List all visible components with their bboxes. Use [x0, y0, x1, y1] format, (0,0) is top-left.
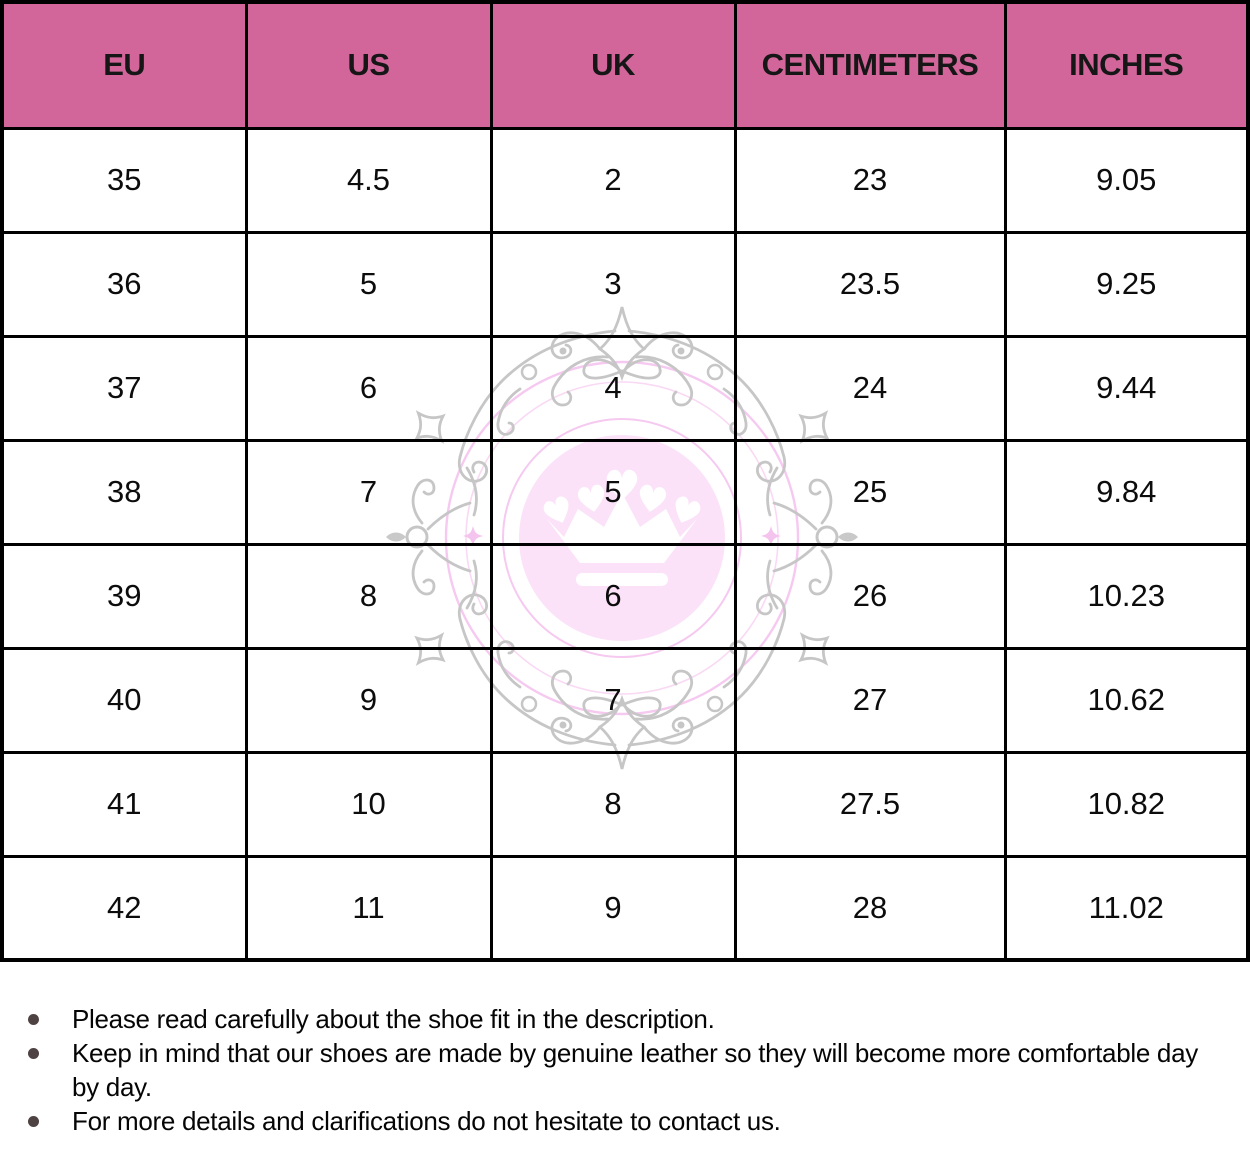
size-cell: 10 — [246, 752, 491, 856]
size-cell: 10.62 — [1005, 648, 1248, 752]
size-cell: 3 — [491, 232, 735, 336]
size-cell: 11 — [246, 856, 491, 960]
column-header-inches: INCHES — [1005, 2, 1248, 128]
size-cell: 5 — [246, 232, 491, 336]
size-cell: 37 — [2, 336, 246, 440]
column-header-centimeters: CENTIMETERS — [735, 2, 1005, 128]
table-header-row — [2, 2, 1248, 128]
table-row — [2, 544, 1248, 648]
size-cell: 42 — [2, 856, 246, 960]
note-item: For more details and clarifications do not hesitate to contact us. — [0, 1104, 1250, 1138]
size-cell: 36 — [2, 232, 246, 336]
size-cell: 38 — [2, 440, 246, 544]
table-row — [2, 856, 1248, 960]
table-row — [2, 440, 1248, 544]
size-cell: 23 — [735, 128, 1005, 232]
size-cell: 25 — [735, 440, 1005, 544]
notes-list — [0, 1002, 1250, 1138]
size-cell: 4 — [491, 336, 735, 440]
size-cell: 23.5 — [735, 232, 1005, 336]
size-cell: 40 — [2, 648, 246, 752]
size-table-body — [2, 128, 1248, 960]
size-cell: 9.05 — [1005, 128, 1248, 232]
size-cell: 9 — [491, 856, 735, 960]
size-cell: 35 — [2, 128, 246, 232]
column-header-us: US — [246, 2, 491, 128]
size-cell: 11.02 — [1005, 856, 1248, 960]
size-cell: 27 — [735, 648, 1005, 752]
size-cell: 6 — [491, 544, 735, 648]
size-cell: 9.84 — [1005, 440, 1248, 544]
size-cell: 10.82 — [1005, 752, 1248, 856]
size-cell: 39 — [2, 544, 246, 648]
size-cell: 41 — [2, 752, 246, 856]
size-cell: 7 — [491, 648, 735, 752]
size-cell: 26 — [735, 544, 1005, 648]
table-row — [2, 648, 1248, 752]
note-item: Keep in mind that our shoes are made by genuine leather so they will become more comfortable day by day. — [0, 1036, 1250, 1104]
size-cell: 8 — [246, 544, 491, 648]
size-cell: 10.23 — [1005, 544, 1248, 648]
size-cell: 9.44 — [1005, 336, 1248, 440]
note-item: Please read carefully about the shoe fit in the description. — [0, 1002, 1250, 1036]
size-cell: 4.5 — [246, 128, 491, 232]
column-header-uk: UK — [491, 2, 735, 128]
table-row — [2, 128, 1248, 232]
column-header-eu: EU — [2, 2, 246, 128]
table-row — [2, 752, 1248, 856]
size-cell: 27.5 — [735, 752, 1005, 856]
size-cell: 8 — [491, 752, 735, 856]
size-cell: 6 — [246, 336, 491, 440]
table-row — [2, 232, 1248, 336]
size-cell: 5 — [491, 440, 735, 544]
size-cell: 9 — [246, 648, 491, 752]
table-row — [2, 336, 1248, 440]
size-cell: 2 — [491, 128, 735, 232]
size-cell: 24 — [735, 336, 1005, 440]
size-cell: 9.25 — [1005, 232, 1248, 336]
size-cell: 7 — [246, 440, 491, 544]
size-cell: 28 — [735, 856, 1005, 960]
